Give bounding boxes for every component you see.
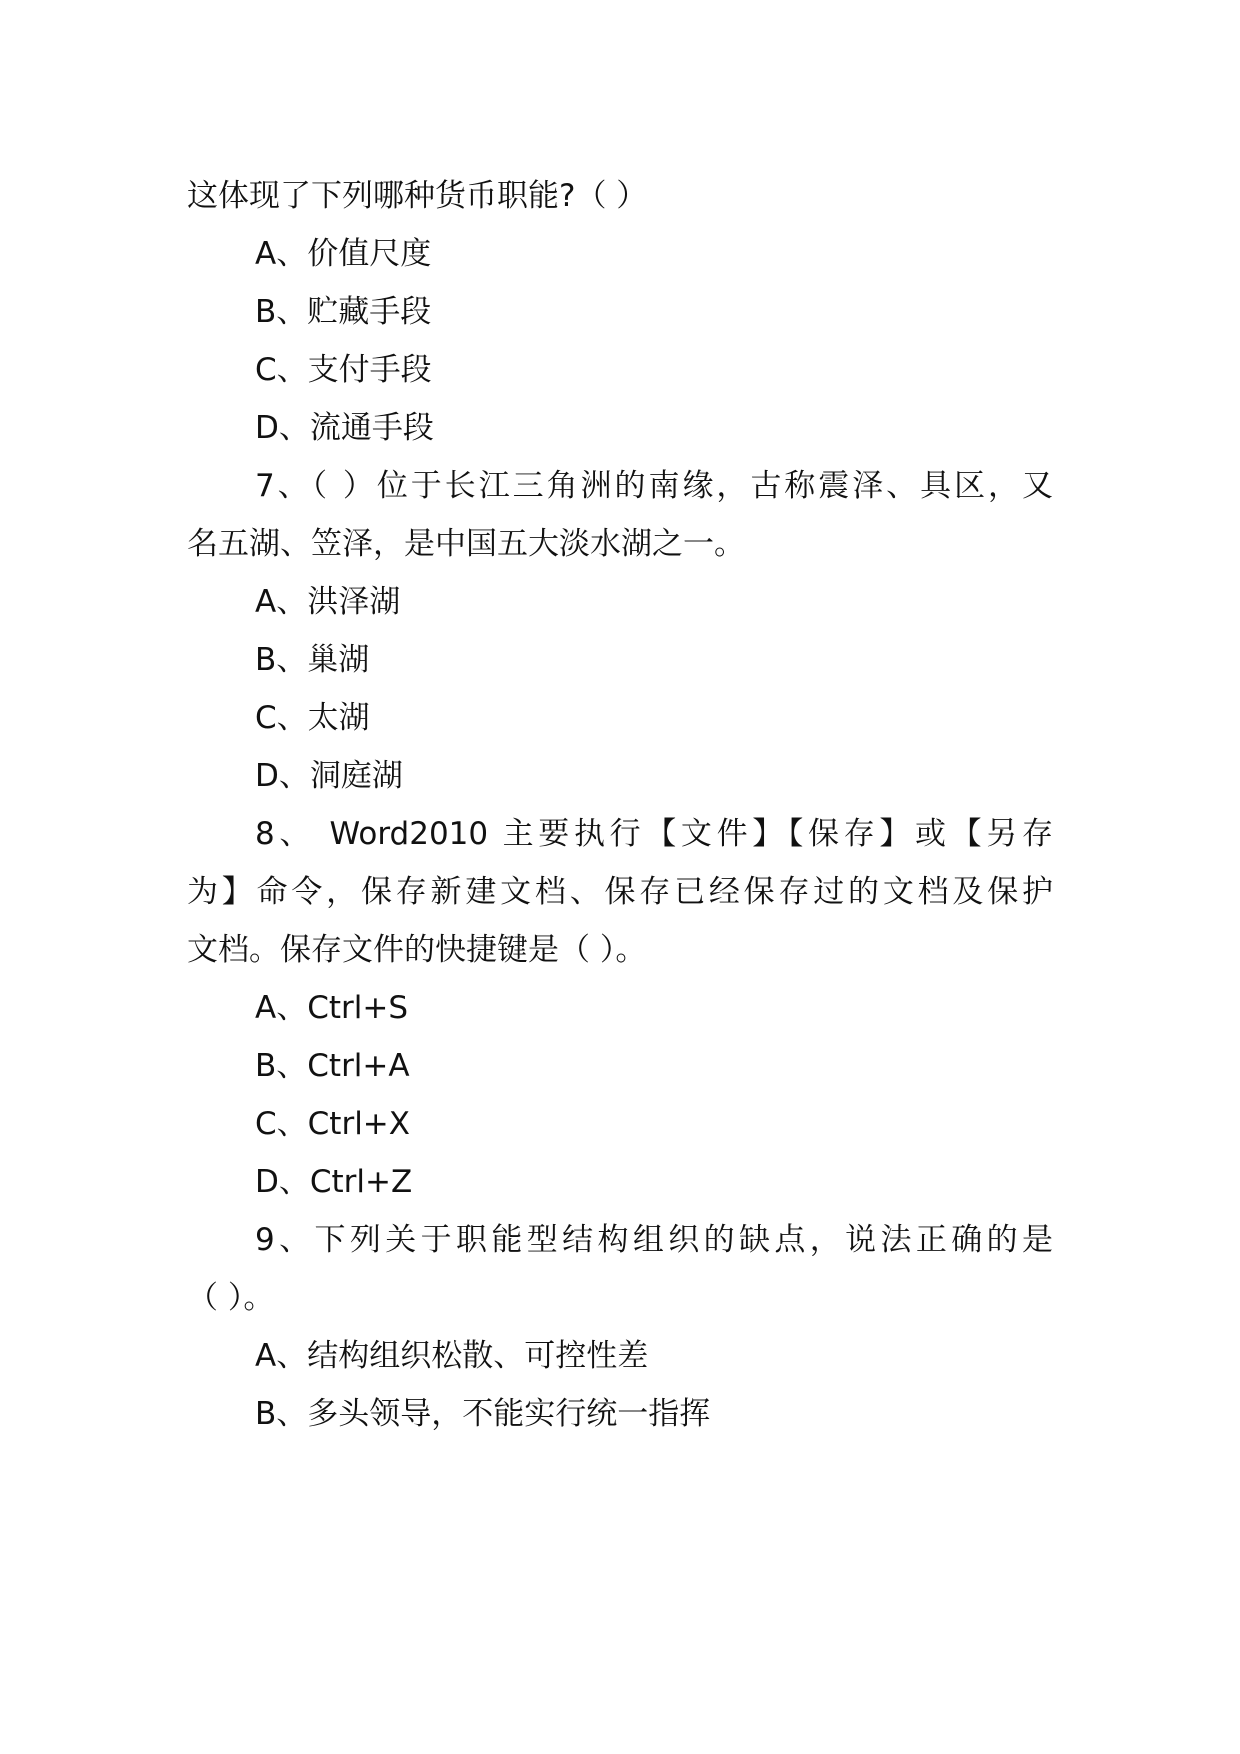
- question-6-option-c: C、支付手段: [255, 352, 432, 388]
- question-7-stem-line-1: 7、（ ）位于长江三角洲的南缘，古称震泽、具区，又: [255, 468, 1053, 504]
- question-8-stem-line-1: 8、 Word2010 主要执行【文件】【保存】或【另存: [255, 816, 1053, 852]
- question-6-option-a: A、价值尺度: [255, 236, 432, 272]
- question-7-option-c: C、太湖: [255, 700, 370, 736]
- question-8-stem-line-3: 文档。保存文件的快捷键是（ ）。: [187, 932, 647, 968]
- question-9-stem-line-1: 9、下列关于职能型结构组织的缺点，说法正确的是: [255, 1222, 1053, 1258]
- question-9-option-a: A、结构组织松散、可控性差: [255, 1338, 649, 1374]
- question-7-option-a: A、洪泽湖: [255, 584, 401, 620]
- question-9-stem-line-2: （ ）。: [187, 1280, 275, 1316]
- question-6-stem-end: 这体现了下列哪种货币职能?（ ）: [187, 178, 648, 214]
- question-8-stem-line-2: 为】命令，保存新建文档、保存已经保存过的文档及保护: [187, 874, 1053, 910]
- question-7-option-b: B、巢湖: [255, 642, 370, 678]
- question-8-option-c: C、Ctrl+X: [255, 1106, 411, 1142]
- question-8-option-a: A、Ctrl+S: [255, 990, 409, 1026]
- question-8-option-d: D、Ctrl+Z: [255, 1164, 413, 1200]
- question-6-option-d: D、流通手段: [255, 410, 434, 446]
- question-6-option-b: B、贮藏手段: [255, 294, 432, 330]
- question-8-option-b: B、Ctrl+A: [255, 1048, 410, 1084]
- question-7-stem-line-2: 名五湖、笠泽，是中国五大淡水湖之一。: [187, 526, 745, 562]
- question-9-option-b: B、多头领导，不能实行统一指挥: [255, 1396, 711, 1432]
- question-7-option-d: D、洞庭湖: [255, 758, 403, 794]
